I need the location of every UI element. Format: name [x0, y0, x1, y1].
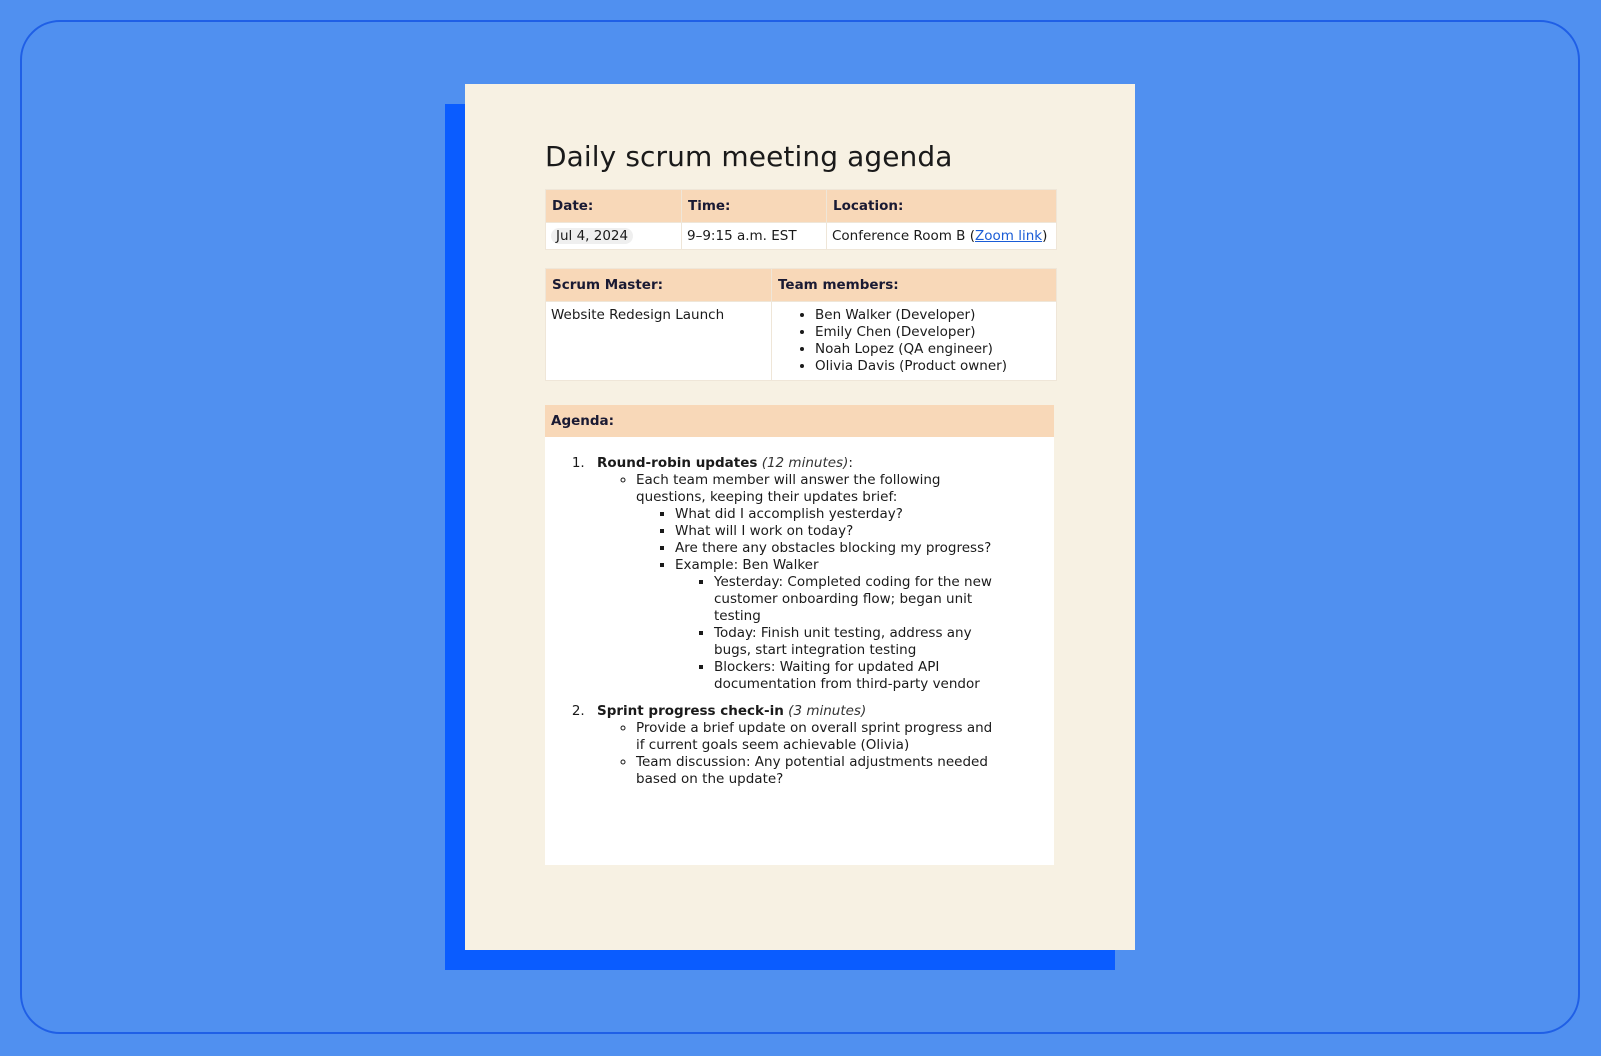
agenda-item-round-robin	[589, 455, 994, 693]
team-members-list	[777, 307, 1051, 375]
agenda-item-duration: (12 minutes)	[761, 455, 849, 471]
scrum-master-header: Scrum Master:	[546, 269, 772, 302]
list-item: ▪ Yesterday: Completed coding for the new customer onboarding flow; began unit testing	[714, 574, 994, 625]
agenda-item-duration: (3 minutes)	[788, 703, 867, 719]
agenda-item-suffix: :	[848, 455, 853, 471]
team-members-cell	[772, 302, 1057, 381]
list-item: • Ben Walker (Developer)	[815, 307, 1051, 324]
example-label: Example: Ben Walker	[675, 557, 819, 573]
agenda-item-sprint-progress	[589, 703, 994, 788]
list-item: • Olivia Davis (Product owner)	[815, 358, 1051, 375]
agenda-body	[545, 437, 1054, 865]
agenda-header: Agenda:	[545, 405, 1054, 437]
zoom-link[interactable]: Zoom link	[975, 228, 1043, 244]
page-title: Daily scrum meeting agenda	[545, 140, 953, 173]
location-header: Location:	[827, 190, 1057, 223]
list-item: ▪ Blockers: Waiting for updated API documentation from third-party vendor	[714, 659, 994, 693]
questions-list	[636, 506, 994, 693]
meeting-details-table	[545, 189, 1057, 250]
list-item: ◦ Provide a brief update on overall sprint progress and if current goals seem achievable (Olivia)	[636, 720, 994, 754]
date-cell	[546, 223, 682, 250]
team-table	[545, 268, 1057, 381]
table-row	[546, 302, 1057, 381]
time-header: Time:	[682, 190, 827, 223]
round-robin-intro: Each team member will answer the following questions, keeping their updates brief:	[636, 472, 941, 505]
location-text: Conference Room B (	[832, 228, 975, 244]
list-item: ▪ Today: Finish unit testing, address any bugs, start integration testing	[714, 625, 994, 659]
table-header-row	[546, 269, 1057, 302]
time-cell: 9–9:15 a.m. EST	[682, 223, 827, 250]
sprint-progress-sublist	[597, 720, 994, 788]
list-item: • Noah Lopez (QA engineer)	[815, 341, 1051, 358]
date-chip[interactable]: Jul 4, 2024	[551, 228, 633, 244]
date-header: Date:	[546, 190, 682, 223]
team-members-header: Team members:	[772, 269, 1057, 302]
agenda-list	[571, 455, 994, 788]
agenda-item-title: Sprint progress check-in	[597, 703, 784, 719]
scrum-master-cell: Website Redesign Launch	[546, 302, 772, 381]
list-item: ▪ Are there any obstacles blocking my progress?	[675, 540, 994, 557]
location-suffix: )	[1042, 228, 1048, 244]
document-page	[465, 84, 1135, 950]
agenda-item-title: Round-robin updates	[597, 455, 758, 471]
list-item: ◦ Team discussion: Any potential adjustments needed based on the update?	[636, 754, 994, 788]
list-item: ▪ What will I work on today?	[675, 523, 994, 540]
table-header-row	[546, 190, 1057, 223]
example-list	[675, 574, 994, 693]
table-row	[546, 223, 1057, 250]
location-cell	[827, 223, 1057, 250]
list-item: ▪ What did I accomplish yesterday?	[675, 506, 994, 523]
list-item	[636, 472, 994, 693]
list-item	[675, 557, 994, 693]
round-robin-sublist	[597, 472, 994, 693]
list-item: • Emily Chen (Developer)	[815, 324, 1051, 341]
